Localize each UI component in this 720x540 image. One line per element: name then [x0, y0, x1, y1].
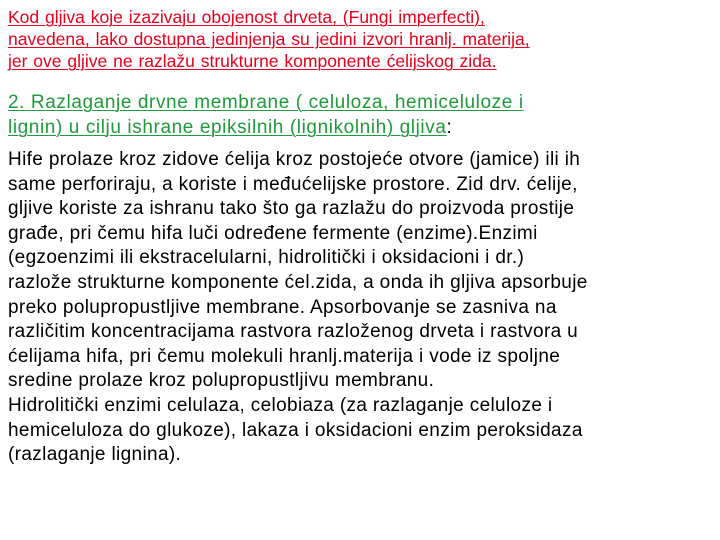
slide-content — [8, 6, 714, 468]
body-line: (egzoenzimi ili ekstracelularni, hidrolitički i oksidacioni i dr.) — [8, 247, 525, 269]
body-line: različitim koncentracijama rastvora razloženog drveta i rastvora u — [8, 321, 579, 343]
body-line: gljive koriste za ishranu tako što ga razlažu do proizvoda prostije — [8, 198, 575, 220]
heading-line: 2. Razlaganje drvne membrane ( celuloza, hemiceluloze i — [8, 92, 524, 113]
body-line: građe, pri čemu hifa luči određene fermente (enzime).Enzimi — [8, 222, 538, 244]
body-line: same perforiraju, a koriste i međućelijske prostore. Zid drv. ćelije, — [8, 173, 578, 195]
body-line: hemiceluloza do glukoze), lakaza i oksidacioni enzim peroksidaza — [8, 419, 583, 441]
body-line: sredine prolaze kroz polupropustljivu membranu. — [8, 370, 435, 392]
heading-line: lignin) u cilju ishrane epiksilnih (lignikolnih) gljiva — [8, 117, 447, 138]
body-line: preko polupropustljive membrane. Apsorbovanje se zasniva na — [8, 296, 557, 318]
intro-paragraph — [8, 6, 714, 72]
intro-line: navedena, lako dostupna jedinjenja su jedini izvori hranlj. materija, — [8, 29, 530, 49]
body-line: razlože strukturne komponente ćel.zida, a onda ih gljiva apsorbuje — [8, 271, 588, 293]
section-heading — [8, 90, 714, 140]
intro-line: jer ove gljive ne razlažu strukturne komponente ćelijskog zida. — [8, 51, 497, 71]
body-paragraph — [8, 148, 714, 468]
body-line: ćelijama hifa, pri čemu molekuli hranlj.materija i vode iz spoljne — [8, 345, 561, 367]
heading-colon: : — [446, 117, 453, 138]
intro-line: Kod gljiva koje izazivaju obojenost drveta, (Fungi imperfecti), — [8, 7, 485, 27]
body-line: (razlaganje lignina). — [8, 444, 182, 466]
body-line: Hife prolaze kroz zidove ćelija kroz postojeće otvore (jamice) ili ih — [8, 149, 581, 170]
body-line: Hidrolitički enzimi celulaza, celobiaza (za razlaganje celuloze i — [8, 394, 553, 416]
